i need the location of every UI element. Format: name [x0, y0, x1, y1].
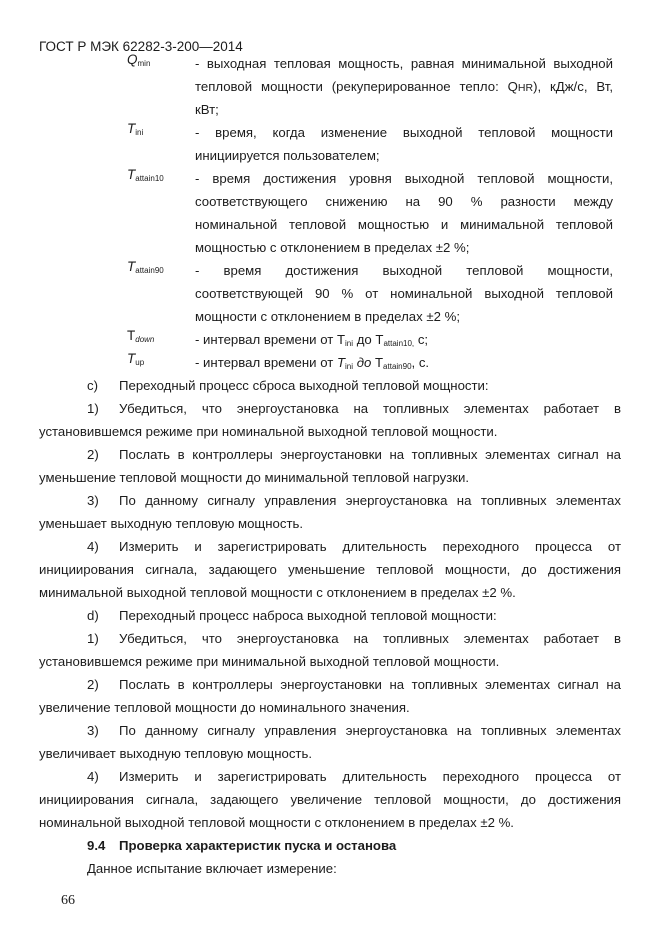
list-item-line: уменьшает выходную тепловую мощность. [39, 516, 304, 531]
section-d-label: d) [87, 608, 99, 623]
list-number: 2) [87, 447, 99, 462]
list-item-first-line: Убедиться, что энергоустановка на топливных элементах работает в [119, 401, 621, 416]
section-d-title: Переходный процесс наброса выходной тепловой мощности: [119, 608, 497, 623]
symbol-q-min: $Q_{min}$ [127, 52, 151, 68]
definition-line: - интервал времени от $T_{ini}$ до $T_{attain10,}$ с; [195, 332, 429, 348]
definition-line: тепловой мощности (рекуперированное тепло: QHR), кДж/с, Вт, [195, 79, 613, 94]
definition-line: - интервал времени от $T_{ini}$ до $T_{attain90}$, с. [195, 355, 430, 371]
definition-line: - выходная тепловая мощность, равная минимальной выходной [195, 56, 613, 71]
list-item-first-line: Измерить и зарегистрировать длительность переходного процесса от [119, 539, 621, 554]
definition-line: соответствующей 90 % от номинальной выходной тепловой [195, 286, 613, 301]
list-item-line: увеличение тепловой мощности до номинального значения. [39, 700, 410, 715]
list-item-line: установившемся режиме при номинальной выходной тепловой мощности. [39, 424, 498, 439]
list-number: 3) [87, 493, 99, 508]
list-item-line: установившемся режиме при минимальной выходной тепловой мощности. [39, 654, 500, 669]
list-number: 1) [87, 631, 99, 646]
page-number: 66 [61, 893, 75, 908]
document-header: ГОСТ Р МЭК 62282-3-200—2014 [39, 39, 243, 54]
symbol-t-ini: $T_{ini}$ [127, 121, 144, 137]
list-item-first-line: По данному сигналу управления энергоустановка на топливных элементах [119, 723, 621, 738]
section-c-label: c) [87, 378, 98, 393]
section-number: 9.4 [87, 838, 106, 853]
definition-line: - время, когда изменение выходной тепловой мощности [195, 125, 613, 140]
list-item-first-line: Послать в контроллеры энергоустановки на топливных элементах сигнал на [119, 677, 621, 692]
list-number: 4) [87, 539, 99, 554]
definition-line: - время достижения выходной тепловой мощности, [195, 263, 613, 278]
symbol-t-attain10: $T_{attain10}$ [127, 167, 164, 183]
list-item-first-line: Измерить и зарегистрировать длительность переходного процесса от [119, 769, 621, 784]
list-item-line: инициирования сигнала, задающего уменьшение тепловой мощности, до достижения [39, 562, 621, 577]
definition-line: кВт; [195, 102, 219, 117]
definition-line: номинальной тепловой мощностью и минимальной тепловой [195, 217, 613, 232]
list-item-line: увеличивает выходную тепловую мощность. [39, 746, 312, 761]
list-item-line: минимальной выходной тепловой мощности с отклонением в пределах ±2 %. [39, 585, 516, 600]
list-number: 2) [87, 677, 99, 692]
list-item-first-line: Послать в контроллеры энергоустановки на топливных элементах сигнал на [119, 447, 621, 462]
section-intro: Данное испытание включает измерение: [87, 861, 337, 876]
definition-line: инициируется пользователем; [195, 148, 380, 163]
list-item-first-line: Убедиться, что энергоустановка на топливных элементах работает в [119, 631, 621, 646]
list-number: 1) [87, 401, 99, 416]
list-item-line: уменьшение тепловой мощности до минимальной тепловой нагрузки. [39, 470, 470, 485]
definition-line: соответствующего снижению на 90 % разности между [195, 194, 613, 209]
definition-line: - время достижения уровня выходной тепловой мощности, [195, 171, 613, 186]
symbol-t-down: $T_{down}$ [127, 328, 155, 344]
list-item-first-line: По данному сигналу управления энергоустановка на топливных элементах [119, 493, 621, 508]
definition-line: мощностью с отклонением в пределах ±2 %; [195, 240, 470, 255]
symbol-t-attain90: $T_{attain90}$ [127, 259, 164, 275]
list-item-line: инициирования сигнала, задающего увеличение тепловой мощности, до достижения [39, 792, 621, 807]
list-number: 4) [87, 769, 99, 784]
symbol-t-up: $T_{up}$ [127, 351, 145, 367]
section-c-title: Переходный процесс сброса выходной тепловой мощности: [119, 378, 489, 393]
list-number: 3) [87, 723, 99, 738]
list-item-line: номинальной выходной тепловой мощности с отклонением в пределах ±2 %. [39, 815, 514, 830]
definition-line: мощности с отклонением в пределах ±2 %; [195, 309, 460, 324]
section-heading: Проверка характеристик пуска и останова [119, 838, 397, 853]
